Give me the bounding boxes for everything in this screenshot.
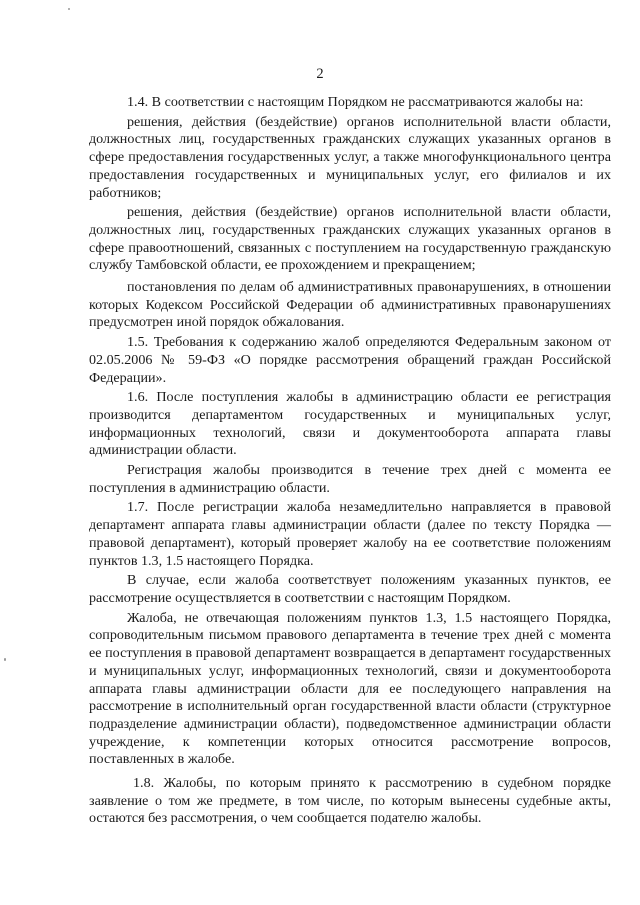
page-number: 2 — [316, 66, 324, 82]
paragraph-1-7: 1.7. После регистрации жалоба незамедлительно направляется в правовой департамент аппарата главы администрации области (далее по тексту Порядка — правовой департамент), который проверяет жалобу на ее соответствие положениям пунктов 1.3, 1.5 настоящего Порядка. — [89, 499, 611, 569]
scan-speck-left-margin — [4, 658, 6, 661]
paragraph-noncompliant-complaint: Жалоба, не отвечающая положениям пунктов 1.3, 1.5 настоящего Порядка, сопроводительным письмом правового департамента в течение трех дней с момента ее поступления в правовой департамент возвращается в департамент государственных и муниципальных услуг, информационных технологий, связи и документооборота аппарата главы администрации области для ее последующего направления на рассмотрение в исполнительный орган государственной власти области (структурное подразделение администрации области), подведомственное администрации области учреждение, к компетенции которых относится рассмотрение вопросов, поставленных в жалобе. — [89, 609, 611, 768]
paragraph-1-4-item-3: постановления по делам об административных правонарушениях, в отношении которых Кодексом Российской Федерации об административных правонарушениях предусмотрен иной порядок обжалования. — [89, 279, 611, 331]
paragraph-1-8: 1.8. Жалобы, по которым принято к рассмотрению в судебном порядке заявление о том же предмете, в том числе, по которым вынесены судебные акты, остаются без рассмотрения, о чем сообщается подателю жалобы. — [89, 775, 611, 827]
document-body — [89, 94, 611, 828]
paragraph-1-4: 1.4. В соответствии с настоящим Порядком не рассматриваются жалобы на: — [127, 94, 584, 110]
paragraph-1-4-item-1: решения, действия (бездействие) органов исполнительной власти области, должностных лиц, государственных гражданских служащих указанных органов в сфере предоставления государственных услуг, а также многофункционального центра предоставления государственных и муниципальных услуг, его филиалов и их работников; — [89, 113, 611, 201]
paragraph-1-6: 1.6. После поступления жалобы в администрацию области ее регистрация производится департаментом государственных и муниципальных услуг, информационных технологий, связи и документооборота аппарата главы администрации области. — [89, 389, 611, 459]
paragraph-1-5: 1.5. Требования к содержанию жалоб определяются Федеральным законом от 02.05.2006 № 59-ФЗ «О порядке рассмотрения обращений граждан Российской Федерации». — [89, 334, 611, 386]
scan-speck-top-left — [68, 8, 70, 10]
paragraph-registration: Регистрация жалобы производится в течение трех дней с момента ее поступления в администрацию области. — [89, 462, 611, 496]
paragraph-1-4-item-2: решения, действия (бездействие) органов исполнительной власти области, должностных лиц, государственных гражданских служащих указанных органов в сфере правоотношений, связанных с поступлением на государственную гражданскую службу Тамбовской области, ее прохождением и прекращением; — [89, 204, 611, 274]
paragraph-compliant-complaint: В случае, если жалоба соответствует положениям указанных пунктов, ее рассмотрение осуществляется в соответствии с настоящим Порядком. — [89, 572, 611, 606]
